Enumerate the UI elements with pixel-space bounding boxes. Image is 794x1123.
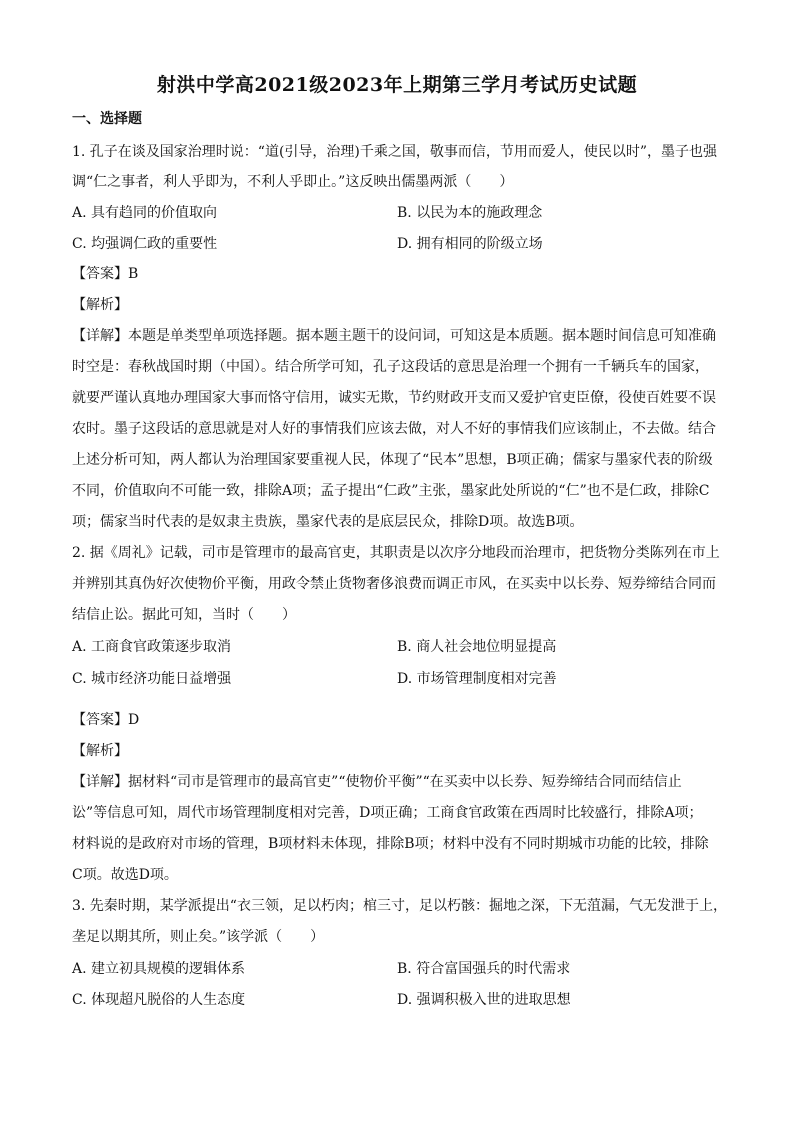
question-1-analysis-label: 【解析】 <box>72 297 128 313</box>
question-2-analysis-label: 【解析】 <box>72 743 128 759</box>
question-2-stem-line: 并辨别其真伪好次使物价平衡，用政令禁止货物奢侈浪费而调正市风，在买卖中以长券、短券缔结合同而 <box>72 576 716 592</box>
question-2-detail-line: 讼”等信息可知，周代市场管理制度相对完善，D项正确；工商食官政策在西周时比较盛行，排除A项； <box>72 805 703 821</box>
question-1-detail-line: 时空是：春秋战国时期（中国）。结合所学可知，孔子这段话的意思是治理一个拥有一千辆兵车的国家， <box>72 359 709 375</box>
question-2-stem-line: 结信止讼。据此可知，当时（ ） <box>72 607 296 623</box>
section-heading: 一、选择题 <box>72 111 142 127</box>
question-2-option-c: C. 城市经济功能日益增强 <box>72 671 232 687</box>
question-2-detail-line: 【详解】据材料“司市是管理市的最高官吏”“使物价平衡”“在买卖中以长券、短券缔结合同而结信止 <box>72 774 682 790</box>
question-2-detail-line: 材料说的是政府对市场的管理，B项材料未体现，排除B项；材料中没有不同时期城市功能的比较，排除 <box>72 836 709 852</box>
question-1-option-d: D. 拥有相同的阶级立场 <box>397 236 543 252</box>
question-3-option-a: A. 建立初具规模的逻辑体系 <box>72 961 246 977</box>
question-1-stem-line: 1. 孔子在谈及国家治理时说：“道(引导，治理)千乘之国，敬事而信，节用而爱人，使民以时”，墨子也强 <box>72 144 718 160</box>
question-1-option-a: A. 具有趋同的价值取向 <box>72 205 218 221</box>
question-3-stem-line: 3. 先秦时期，某学派提出“衣三领，足以朽肉；棺三寸，足以朽骸：掘地之深，下无菹漏，气无发泄于上， <box>72 898 727 914</box>
question-2-answer: 【答案】D <box>72 712 140 728</box>
question-1-detail-line: 项；儒家当时代表的是奴隶主贵族，墨家代表的是底层民众，排除D项。故选B项。 <box>72 514 584 530</box>
question-1-answer: 【答案】B <box>72 266 139 282</box>
question-1-option-c: C. 均强调仁政的重要性 <box>72 236 218 252</box>
question-3-option-d: D. 强调积极入世的进取思想 <box>397 992 571 1008</box>
question-1-detail-line: 不同，价值取向不可能一致，排除A项；孟子提出“仁政”主张，墨家此处所说的“仁”也不是仁政，排除C <box>72 483 710 499</box>
question-1-detail-line: 农时。墨子这段话的意思就是对人好的事情我们应该去做，对人不好的事情我们应该制止，不去做。结合 <box>72 421 716 437</box>
question-1-stem-line: 调“仁之事者，利人乎即为，不利人乎即止。”这反映出儒墨两派（ ） <box>72 174 514 190</box>
question-1-option-b: B. 以民为本的施政理念 <box>397 205 543 221</box>
question-1-detail-line: 就要严谨认真地办理国家大事而恪守信用，诚实无欺，节约财政开支而又爱护官吏臣僚，役使百姓要不误 <box>72 390 716 406</box>
question-2-option-d: D. 市场管理制度相对完善 <box>397 671 557 687</box>
question-2-detail-line: C项。故选D项。 <box>72 867 178 883</box>
page-title: 射洪中学高2021级2023年上期第三学月考试历史试题 <box>156 74 638 96</box>
question-3-option-c: C. 体现超凡脱俗的人生态度 <box>72 992 246 1008</box>
question-2-stem-line: 2. 据《周礼》记载，司市是管理市的最高官吏，其职责是以次序分地段而治理市，把货物分类陈列在市上 <box>72 545 720 561</box>
question-3-stem-line: 垄足以期其所，则止矣。”该学派（ ） <box>72 929 325 945</box>
question-2-option-a: A. 工商食官政策逐步取消 <box>72 639 232 655</box>
question-1-detail-line: 上述分析可知，两人都认为治理国家要重视人民，体现了“民本”思想，B项正确；儒家与墨家代表的阶级 <box>72 452 713 468</box>
question-1-detail-line: 【详解】本题是单类型单项选择题。据本题主题干的设问词，可知这是本质题。据本题时间信息可知准确 <box>72 328 716 344</box>
question-2-option-b: B. 商人社会地位明显提高 <box>397 639 557 655</box>
question-3-option-b: B. 符合富国强兵的时代需求 <box>397 961 571 977</box>
